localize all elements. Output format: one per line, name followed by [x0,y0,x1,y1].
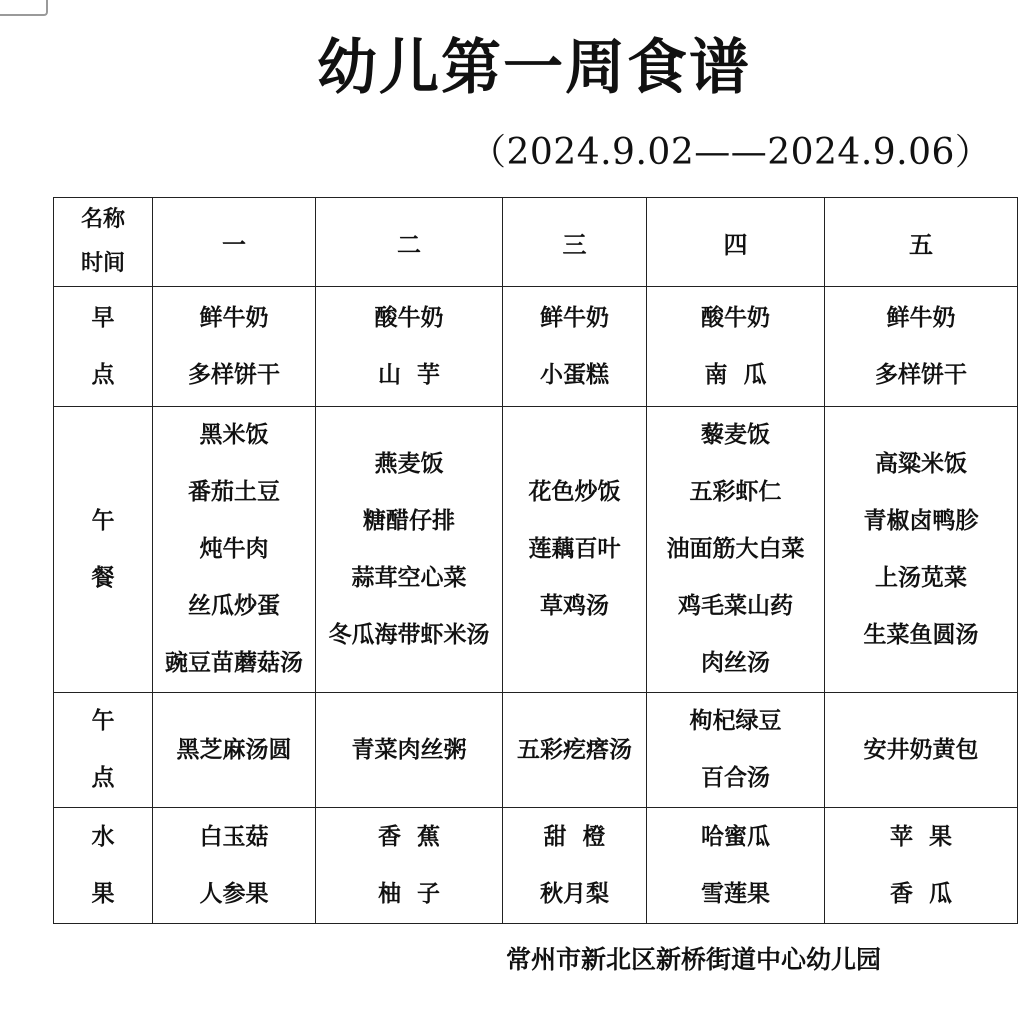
menu-cell: 酸牛奶 山 芋 [316,287,503,407]
corner-label-time: 时间 [80,251,125,276]
corner-label-name: 名称 [80,207,125,232]
header-corner-cell [54,198,153,287]
header-day-5: 五 [825,198,1018,287]
menu-cell: 五彩疙瘩汤 [503,693,647,808]
row-label-breakfast-snack: 早 点 [54,287,153,407]
row-label-lunch: 午 餐 [54,407,153,693]
table-row-breakfast-snack [54,287,1018,407]
header-day-2: 二 [316,198,503,287]
menu-cell: 安井奶黄包 [825,693,1018,808]
kindergarten-name: 常州市新北区新桥街道中心幼儿园 [506,945,882,974]
menu-cell: 香 蕉 柚 子 [316,808,503,924]
table-header-row [54,198,1018,287]
menu-cell: 甜 橙 秋月梨 [503,808,647,924]
menu-cell: 哈蜜瓜 雪莲果 [647,808,825,924]
table-row-afternoon-snack [54,693,1018,808]
page-corner-mark [0,0,48,16]
row-label-fruit: 水 果 [54,808,153,924]
menu-cell: 燕麦饭 糖醋仔排 蒜茸空心菜 冬瓜海带虾米汤 [316,407,503,693]
menu-cell: 白玉菇 人参果 [153,808,316,924]
menu-cell: 鲜牛奶 小蛋糕 [503,287,647,407]
menu-cell: 黑芝麻汤圆 [153,693,316,808]
menu-cell: 青菜肉丝粥 [316,693,503,808]
menu-cell: 鲜牛奶 多样饼干 [825,287,1018,407]
table-row-lunch [54,407,1018,693]
header-day-3: 三 [503,198,647,287]
menu-cell: 苹 果 香 瓜 [825,808,1018,924]
header-day-1: 一 [153,198,316,287]
menu-cell: 花色炒饭 莲藕百叶 草鸡汤 [503,407,647,693]
weekly-menu-table [53,197,1018,924]
menu-cell: 枸杞绿豆 百合汤 [647,693,825,808]
date-range: （2024.9.02——2024.9.06） [470,132,992,173]
menu-cell: 鲜牛奶 多样饼干 [153,287,316,407]
header-day-4: 四 [647,198,825,287]
table-row-fruit [54,808,1018,924]
menu-cell: 藜麦饭 五彩虾仁 油面筋大白菜 鸡毛菜山药 肉丝汤 [647,407,825,693]
menu-cell: 酸牛奶 南 瓜 [647,287,825,407]
row-label-afternoon-snack: 午 点 [54,693,153,808]
page-title: 幼儿第一周食谱 [317,33,751,103]
menu-cell: 黑米饭 番茄土豆 炖牛肉 丝瓜炒蛋 豌豆苗蘑菇汤 [153,407,316,693]
menu-cell: 高粱米饭 青椒卤鸭胗 上汤苋菜 生菜鱼圆汤 [825,407,1018,693]
